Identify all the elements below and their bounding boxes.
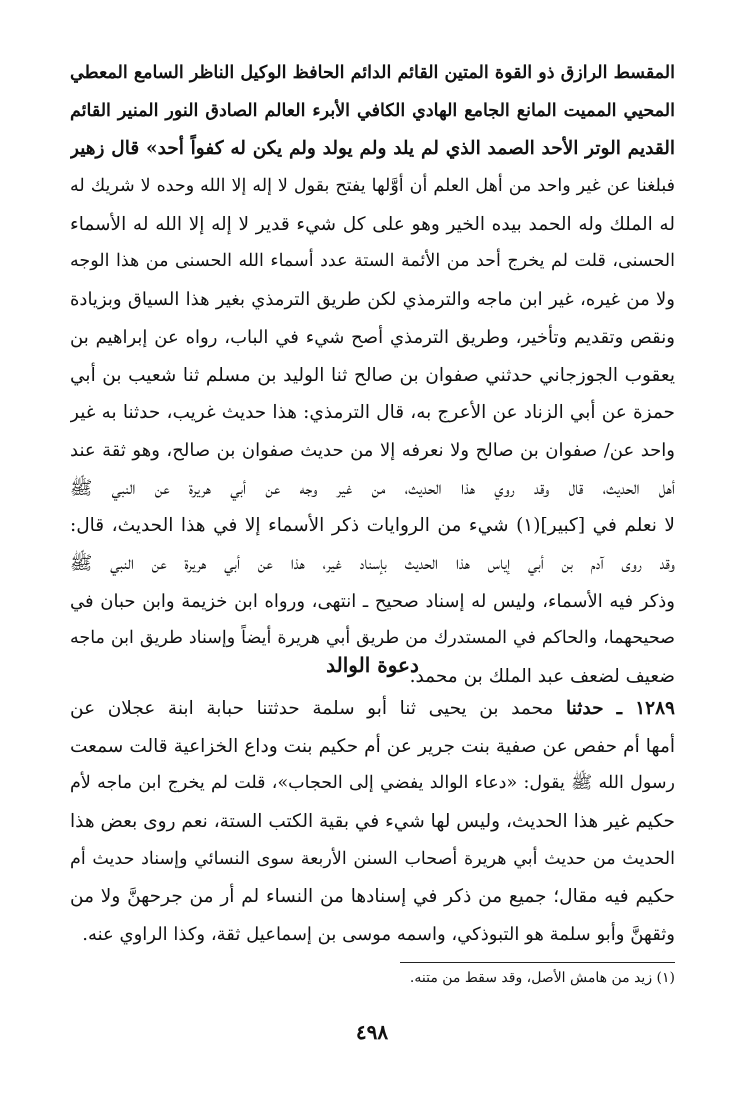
footnote: (١) زيد من هامش الأصل، وقد سقط من متنه.	[409, 970, 675, 986]
commentary-text	[70, 55, 675, 696]
text-line: الحديث من حديث أبي هريرة أصحاب السنن الأربعة سوى النسائي وإسناد حديث أم	[70, 848, 675, 869]
section-heading: دعوة الوالد	[326, 653, 419, 677]
text-line: أهل الحديث، قال وقد روي هذا الحديث، من غير وجه عن أبي هريرة عن النبي ﷺ	[70, 477, 675, 499]
text-line: الحسنى، قلت لم يخرج أحد من الأئمة الستة عدد أسماء الله الحسنى من هذا الوجه	[70, 251, 675, 272]
text-line: له الملك وله الحمد بيده الخير وهو على كل شيء قدير لا إله إلا الله له الأسماء	[70, 213, 675, 235]
text-line: لا نعلم في [كبير](١) شيء من الروايات ذكر الأسماء إلا في هذا الحديث، قال:	[70, 515, 675, 537]
text-line: حكيم غير هذا الحديث، وليس لها شيء في بقية الكتب الستة، نعم روى بعض هذا	[70, 811, 675, 833]
text-line: رسول الله ﷺ يقول: «دعاء الوالد يفضي إلى الحجاب»، قلت لم يخرج ابن ماجه لأم	[70, 773, 675, 794]
text-line: واحد عن/ صفوان بن صالح ولا نعرفه إلا من حديث صفوان بن صالح، وهو ثقة عند	[70, 439, 675, 461]
text-line: وذكر فيه الأسماء، وليس له إسناد صحيح ـ انتهى، ورواه ابن خزيمة وابن حبان في	[70, 590, 675, 612]
footnote-divider	[400, 962, 675, 963]
text-line: صحيحهما، والحاكم في المستدرك من طريق أبي هريرة أيضاً وإسناد طريق ابن ماجه	[70, 628, 675, 649]
hadith-number: ١٢٨٩ ـ حدثنا	[565, 698, 675, 719]
text-line: حمزة عن أبي الزناد عن الأعرج به، قال الترمذي: هذا حديث غريب، حدثنا به غير	[70, 402, 675, 424]
text-line: المقسط الرازق ذو القوة المتين القائم الدائم الحافظ الوكيل الناظر السامع المعطي	[70, 63, 675, 83]
text-line: المحيي المميت المانع الجامع الهادي الكافي الأبرء العالم الصادق النور المنير القائم	[70, 100, 675, 121]
text-line: وثقهنَّ وأبو سلمة هو التبوذكي، واسمه موسى بن إسماعيل ثقة، وكذا الراوي عنه.	[82, 924, 675, 946]
text-line: أمها أم حفص عن صفية بنت جرير عن أم حكيم بنت وداع الخزاعية قالت سمعت	[70, 735, 675, 757]
text-line: ونقص وتقديم وتأخير، وطريق الترمذي أصح شيء في الباب، رواه عن إبراهيم بن	[70, 326, 675, 348]
hadith-first-line	[70, 690, 675, 728]
text-line: يعقوب الجوزجاني حدثني صفوان بن صالح ثنا الوليد بن مسلم ثنا شعيب بن أبي	[70, 364, 675, 386]
text-line: ضعيف لضعف عبد الملك بن محمد.	[409, 666, 675, 687]
text-span: محمد بن يحيى ثنا أبو سلمة حدثتنا حبابة ابنة عجلان عن	[70, 698, 554, 719]
text-line: حكيم فيه مقال؛ جميع من ذكر في إسنادها من النساء لم أر من جرحهنَّ ولا من	[70, 886, 675, 908]
page-number: ٤٩٨	[355, 1020, 389, 1044]
text-line: القديم الوتر الأحد الصمد الذي لم يلد ولم يولد ولم يكن له كفواً أحد» قال زهير	[70, 138, 675, 160]
text-line: ولا من غيره، غير ابن ماجه والترمذي لكن طريق الترمذي بغير هذا السياق وبزيادة	[70, 289, 675, 311]
text-line: فبلغنا عن غير واحد من أهل العلم أن أوَّلها يفتح بقول لا إله إلا الله وحده لا شريك له	[70, 176, 675, 197]
text-line: وقد روى آدم بن أبي إياس هذا الحديث بإسناد غير، هذا عن أبي هريرة عن النبي ﷺ	[70, 552, 675, 574]
hadith-text	[70, 690, 675, 954]
